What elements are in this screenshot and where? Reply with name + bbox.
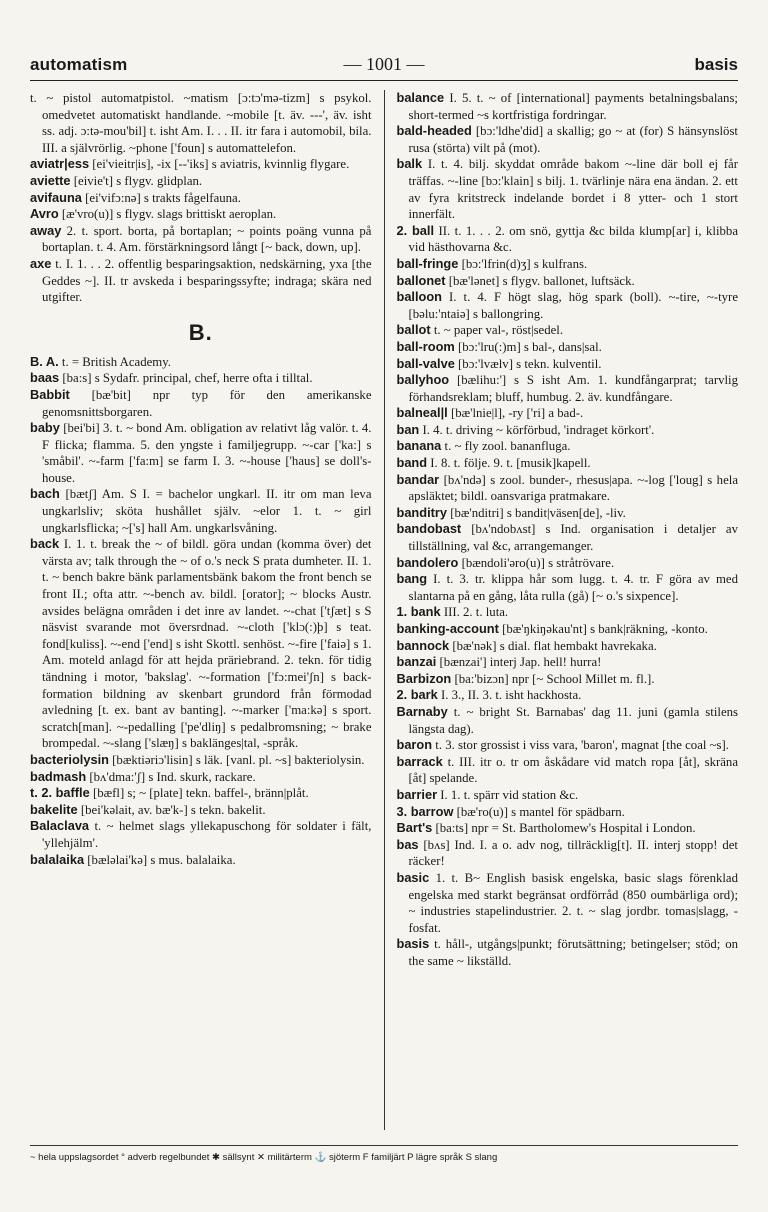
dictionary-entry	[30, 420, 372, 486]
entry-definition: [ei'vifɔ:nə] s trakts fågelfauna.	[85, 190, 241, 205]
entry-definition: t. 3. stor grossist i viss vara, 'baron', magnat [the coal ~s].	[435, 738, 729, 753]
dictionary-entry	[397, 356, 739, 373]
entry-definition: [bæ'nditri] s bandit|väsen[de], -liv.	[450, 505, 626, 520]
entry-definition: I. t. 3. tr. klippa hår som lugg. t. 4. tr. F göra av med slantarna på en gång, låta rulla (gå) [~ o.'s sixpence].	[408, 572, 738, 603]
entry-headword: basic	[396, 869, 430, 885]
entry-headword: back	[30, 536, 60, 552]
dictionary-entry	[397, 754, 739, 787]
dictionary-entry	[397, 654, 739, 671]
dictionary-entry	[397, 372, 739, 405]
entry-headword: balalaika	[30, 851, 85, 867]
abbreviation-legend: ~ hela uppslagsordet ° adverb regelbundet ✱ sällsynt ✕ militärterm ⚓ sjöterm F familjärt P lägre språk S slang	[30, 1145, 738, 1163]
dictionary-entry	[397, 156, 739, 222]
entry-definition: [ba:ts] npr = St. Bartholomew's Hospital i London.	[435, 821, 696, 836]
dictionary-entry	[397, 870, 739, 936]
entry-definition: t. ~ pistol automatpistol. ~matism [ɔ:tɔ'mə-tizm] s psykol. omedvetet automatiskt handlande. ~mobile [t. äv. ---', äv. isht ss. adj. ɔ:tə-mou'bil] t. isht Am. I. . . II. itr fara i automobil, bila. III. a självrörlig. ~phone ['foun] s automattelefon.	[30, 91, 372, 155]
entry-definition: 1. t. B~ English basisk engelska, basic slags förenklad engelska med starkt begränsat ordförråd (850 oumbärliga ord); ~ industries stapelindustrier. 2. t. ~ slag jordbr. tomas|slagg, -fosfat.	[408, 870, 738, 935]
section-letter-b: B.	[188, 319, 213, 345]
dictionary-entry	[30, 206, 372, 223]
entry-headword: ballonet	[396, 272, 446, 288]
entry-definition: [bæ'nək] s dial. flat hembakt havrekaka.	[452, 638, 657, 653]
entry-headword: bandolero	[396, 554, 459, 570]
entry-definition: [bʌs] Ind. I. a o. adv nog, tillräcklig[t]. II. interj stopp! det räcker!	[408, 837, 738, 869]
entry-definition: I. 3., II. 3. t. isht hackhosta.	[440, 688, 582, 703]
entry-headword: axe	[30, 255, 52, 271]
entry-headword: Barbizon	[396, 670, 452, 686]
dictionary-entry	[30, 387, 372, 420]
entry-definition: t. I. 1. . . 2. offentlig besparingsaktion, nedskärning, yxa [the Geddes ~]. II. tr avskeda i besparingssyfte; indraga; skära ned utgifter.	[42, 256, 372, 305]
entry-definition: III. 2. t. luta.	[443, 605, 509, 620]
entry-headword: Babbit	[30, 386, 70, 402]
entry-definition: [eivie't] s flygv. glidplan.	[73, 173, 203, 188]
header-first-headword: automatism	[30, 55, 128, 74]
entry-definition: [bæ'lənet] s flygv. ballonet, luftsäck.	[448, 273, 635, 288]
entries-b-section	[30, 354, 372, 868]
right-column	[397, 90, 739, 1130]
dictionary-entry	[30, 852, 372, 869]
dictionary-entry	[397, 505, 739, 522]
dictionary-entry	[30, 370, 372, 387]
entry-headword: baby	[30, 420, 60, 436]
dictionary-entry	[397, 438, 739, 455]
dictionary-entry	[397, 638, 739, 655]
entry-headword: banzai	[396, 654, 437, 670]
dictionary-entry	[30, 785, 372, 802]
left-column	[30, 90, 372, 1130]
entry-headword: baron	[396, 737, 433, 753]
page-header	[30, 52, 738, 81]
entry-definition: I. t. 4. F högt slag, hög spark (boll). ~-tire, ~-tyre [bəlu:'ntaiə] s ballongring.	[408, 290, 738, 321]
entry-headword: bandobast	[396, 521, 462, 537]
dictionary-entry	[397, 837, 739, 870]
dictionary-entry	[397, 223, 739, 256]
entry-definition: [bʌ'dma:'ʃ] s Ind. skurk, rackare.	[89, 769, 256, 784]
entry-definition: I. t. 4. bilj. skyddat område bakom ~-line där boll ej får träffas. ~-line [bɔ:'klain] s bilj. 1. tvärlinje nära ena ändan. 2. ett av fyra kritstreck indelande bordet i 8 ytter- och 1 stort innerfält.	[408, 157, 738, 222]
dictionary-entry	[30, 223, 372, 256]
entry-headword: balloon	[396, 289, 442, 305]
entry-headword: ball-room	[396, 338, 455, 354]
entry-definition: [bæktiəriɔ'lisin] s läk. [vanl. pl. ~s] bakteriolysin.	[112, 752, 365, 767]
entry-headword: aviette	[30, 172, 71, 188]
entry-headword: baas	[30, 370, 60, 386]
dictionary-entry	[397, 123, 739, 156]
dictionary-entry	[397, 339, 739, 356]
dictionary-entry	[397, 90, 739, 123]
dictionary-entry	[397, 472, 739, 505]
column-divider	[384, 90, 385, 1130]
dictionary-entry	[397, 687, 739, 704]
entry-headword: away	[30, 222, 62, 238]
entry-headword: 3. barrow	[396, 803, 454, 819]
entry-definition: II. t. 1. . . 2. om snö, gyttja &c bilda klump[ar] i, klibba vid hästhovarna &c.	[408, 223, 738, 255]
entry-definition: 2. t. sport. borta, på bortaplan; ~ points poäng vunna på bortaplan. t. 4. Am. förstärkningsord långt [~ back, down, up].	[42, 223, 372, 255]
header-last-headword: basis	[694, 55, 738, 74]
dictionary-entry	[397, 555, 739, 572]
entries-a-section	[30, 90, 372, 306]
dictionary-entry	[30, 156, 372, 173]
entry-definition: [bɔ:'lru(:)m] s bal-, dans|sal.	[458, 339, 602, 354]
dictionary-columns	[30, 90, 738, 1130]
entry-headword: ballyhoo	[396, 372, 450, 388]
page-number: — 1001 —	[343, 54, 425, 74]
entry-headword: banana	[396, 438, 442, 454]
dictionary-entry	[397, 737, 739, 754]
dictionary-entry	[397, 521, 739, 554]
entry-definition: I. 8. t. följe. 9. t. [musik]kapell.	[430, 456, 591, 471]
dictionary-entry	[397, 571, 739, 604]
dictionary-entry	[30, 90, 372, 156]
entry-definition: I. 5. t. ~ of [international] payments betalningsbalans; short-termed ~s kortfristiga fordringar.	[408, 91, 738, 122]
entry-definition: [æ'vro(u)] s flygv. slags brittiskt aeroplan.	[61, 207, 277, 222]
entry-definition: [ei'vieitr|is], -ix [--'iks] s aviatris, kvinnlig flygare.	[92, 157, 350, 172]
entry-headword: banditry	[396, 504, 447, 520]
dictionary-entry	[397, 256, 739, 273]
dictionary-entry	[30, 769, 372, 786]
dictionary-entry	[30, 536, 372, 752]
entry-definition: [bæ'bit] npr typ för den amerikanske genomsnittsborgaren.	[42, 387, 372, 419]
entry-definition: [bænzai'] interj Jap. hell! hurra!	[439, 655, 602, 670]
entry-definition: t. ~ helmet slags yllekapuschong för soldater i fält, 'yllehjälm'.	[42, 819, 372, 850]
entry-headword: barrier	[396, 786, 438, 802]
entry-definition: t. III. itr o. tr om åskådare vid match ropa [åt], skräna [åt] spelande.	[408, 754, 738, 786]
entry-headword: basis	[396, 936, 430, 952]
entry-definition: t. ~ fly zool. bananfluga.	[444, 439, 571, 454]
dictionary-entry	[397, 604, 739, 621]
entry-headword: 2. bark	[396, 687, 438, 703]
entry-definition: t. ~ bright St. Barnabas' dag 11. juni (gamla stilens längsta dag).	[408, 704, 738, 736]
entry-definition: [bælihu:'] s S isht Am. 1. kundfångarprat; tarvlig förhandsreklam; bluff, humbug. 2. äv. kundfångare.	[408, 373, 738, 404]
entry-definition: [ba:s] s Sydafr. principal, chef, herre ofta i tilltal.	[62, 371, 313, 386]
dictionary-entry	[30, 256, 372, 306]
entry-headword: 1. bank	[396, 604, 441, 620]
entry-headword: t. 2. baffle	[30, 785, 90, 801]
entry-headword: barrack	[396, 753, 443, 769]
dictionary-entry	[397, 671, 739, 688]
entry-definition: [bætʃ] Am. S I. = bachelor ungkarl. II. itr om man leva ungkarlsliv; sköta hushållet själv. ~elor 1. t. ~ girl ungkarlsflicka; ~['s] hall Am. ungkarlsvåning.	[42, 487, 372, 535]
dictionary-entry	[397, 455, 739, 472]
entry-headword: bald-headed	[396, 123, 472, 139]
dictionary-entry	[397, 704, 739, 737]
dictionary-entry	[30, 802, 372, 819]
dictionary-entry	[397, 787, 739, 804]
entry-definition: [bæfl] s; ~ [plate] tekn. baffel-, bränn|plåt.	[92, 786, 309, 801]
entry-headword: bach	[30, 486, 60, 502]
entry-headword: band	[396, 455, 428, 471]
entry-headword: bacteriolysin	[30, 751, 109, 767]
entry-definition: [bʌ'ndobʌst] s Ind. organisation i detaljer av tillställning, val &c, arrangemanger.	[408, 522, 738, 554]
dictionary-entry	[30, 173, 372, 190]
dictionary-entry	[30, 486, 372, 536]
dictionary-entry	[30, 354, 372, 371]
dictionary-entry	[397, 804, 739, 821]
entry-headword: banking-account	[396, 621, 499, 636]
entry-headword: balneal|l	[396, 405, 448, 421]
entry-definition: [bændoli'ərо(u)] s stråtrövare.	[461, 555, 615, 570]
dictionary-entry	[397, 322, 739, 339]
entry-headword: ball-fringe	[396, 255, 459, 271]
entry-definition: [bæ'lnie|l], -ry ['ri] a bad-.	[450, 406, 584, 421]
entry-headword: aviatr|ess	[30, 156, 90, 172]
entry-definition: [bɔ:'lfrin(d)ʒ] s kulfrans.	[461, 256, 588, 271]
entry-definition: [bæ'ŋkiŋəkau'nt] s bank|räkning, -konto.	[502, 622, 708, 636]
entry-headword: Balaclava	[30, 818, 90, 834]
entry-definition: I. 1. t. break the ~ of bildl. göra undan (komma över) det värsta av; talk through the ~ of o.'s neck S prata dumheter. II. 1. t. ~ bench bakre bänk parlamentsbänk bakom the front bench se front II.; ofta attr. ~-bench av. bildl. [orator]; ~ blocks Austr. avsides belägna områden i det inre av landet. ~-chat ['tʃæt] s S näsvist svarande mot översrdnad. ~-cloth ['klɔ(:)þ] s teat. fond[kuliss]. ~-end ['end] s isht Skottl. senhöst. ~-fire ['faiə] s 1. Am. moteld anlagd för att hejda präriebrand. 2. tekn. för tidig tändning i motor, 'bakslag'. ~-formation ['fɔ:mei'ʃn] s back-formation bildning av skenbart grundord från förmodad avledning [t. ex. bant av banting]. ~-marker ['ma:kə] s sport. scratch[man]. ~-pedalling ['pe'dliŋ] s pedalbromsning; ~ brake brompedal. ~-slang ['slæŋ] s baklänges|tal, -språk.	[42, 537, 372, 751]
entry-headword: badmash	[30, 768, 87, 784]
entry-definition: [bʌ'ndə] s zool. bunder-, rhesus|apa. ~-log ['loug] s hela apsläktet; bildl. oansvariga pratmakare.	[408, 472, 738, 504]
dictionary-entry	[397, 621, 739, 638]
dictionary-entry	[397, 273, 739, 290]
entry-definition: [bæ'ro(u)] s mantel för spädbarn.	[456, 804, 625, 819]
entry-definition: t. = British Academy.	[61, 354, 171, 369]
entry-definition: [bæləlai'kə] s mus. balalaika.	[87, 852, 236, 867]
entry-headword: avifauna	[30, 189, 82, 205]
entry-headword: bas	[396, 836, 419, 852]
entry-headword: balk	[396, 156, 423, 172]
entry-headword: Avro	[30, 206, 59, 222]
entry-headword: B. A.	[30, 353, 59, 369]
entry-definition: [bɔ:'lvælv] s tekn. kulventil.	[458, 356, 602, 371]
entry-headword: bandar	[396, 471, 440, 487]
entry-definition: I. 4. t. driving ~ körförbud, 'indraget körkort'.	[422, 422, 655, 437]
dictionary-entry	[397, 936, 739, 969]
entry-headword: bang	[396, 571, 428, 587]
dictionary-entry	[30, 752, 372, 769]
dictionary-entry	[30, 190, 372, 207]
entry-headword: 2. ball	[396, 222, 435, 238]
dictionary-entry	[30, 818, 372, 851]
dictionary-entry	[397, 289, 739, 322]
entry-definition: I. 1. t. spärr vid station &c.	[440, 787, 579, 802]
entry-headword: bakelite	[30, 801, 78, 817]
entry-definition: [bei'bi] 3. t. ~ bond Am. obligation av relativt låg valör. t. 4. F flicka; flamma. 5. den yngste i familjegrupp. ~-car ['ka:] s 'småbil'. ~-farm ['fa:m] se farm I. 3. ~-house ['haus] se doll's-house.	[42, 421, 372, 485]
entry-headword: bannock	[396, 637, 450, 653]
entry-headword: Barnaby	[396, 703, 448, 719]
entry-definition: [ba:'bizɔn] npr [~ School Millet m. fl.].	[454, 671, 655, 686]
dictionary-entry	[397, 405, 739, 422]
entry-definition: t. ~ paper val-, röst|sedel.	[433, 323, 564, 338]
entry-headword: ban	[396, 421, 420, 437]
entry-definition: t. håll-, utgångs|punkt; förutsättning; betingelser; stöd; on the same ~ likställd.	[408, 937, 738, 968]
entry-definition: [bɔ:'ldhe'did] a skallig; go ~ at (for) S hänsynslöst rusa (störta) vilt på (mot).	[408, 124, 738, 155]
entry-headword: ballot	[396, 322, 431, 338]
dictionary-entry	[397, 820, 739, 837]
dictionary-entry	[397, 422, 739, 439]
entry-definition: [bei'kəlait, av. bæ'k-] s tekn. bakelit.	[80, 802, 266, 817]
entry-headword: ball-valve	[396, 355, 455, 371]
entry-headword: balance	[396, 90, 445, 105]
entry-headword: Bart's	[396, 820, 433, 836]
